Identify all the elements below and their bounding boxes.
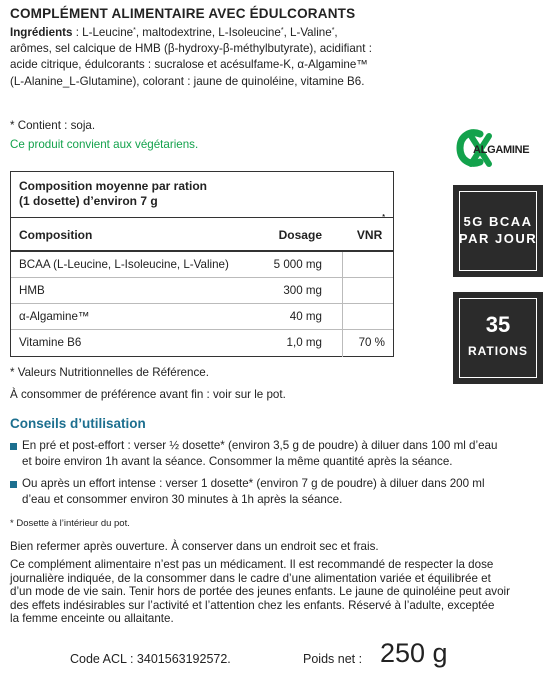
bullet-square-icon bbox=[10, 443, 17, 450]
rations-badge bbox=[453, 292, 543, 384]
dosette-note: * Dosette à l’intérieur du pot. bbox=[10, 518, 130, 529]
col-dosage: Dosage bbox=[278, 228, 322, 242]
bcaa-badge: 5G BCAA PAR JOUR bbox=[453, 185, 543, 277]
net-weight-value: 250 g bbox=[380, 638, 448, 668]
warning-block: Ce complément alimentaire n’est pas un médicament. Il est recommandé de respecter la dose journalière indiquée, de la consommer dans le cadre d’une alimentation variée et équilibrée et d’un mode de vie sain. Tenir hors de portée des jeunes enfants. Le jaune de quinoléine peut avoir des effets indésirables sur l’activité et l’attention chez les enfants. Réservé à l’adulte, exceptée la femme enceinte ou allaitante. bbox=[10, 558, 510, 626]
ingredients-block: Ingrédients : L-Leucine*, maltodextrine, L-Isoleucine*, L-Valine*, arômes, sel calcique de HMB (β-hydroxy-β-méthylbutyrate), acidifiant : acide citrique, édulcorants : sucralose et acésulfame-K, α-Algamine™ (L-Alanine_L-Glutamine), colorant : jaune de quinoléine, vitamine B6. bbox=[10, 25, 405, 90]
col-vnr: VNR* bbox=[356, 214, 385, 242]
table-column-headers bbox=[11, 214, 393, 252]
storage-note: Bien refermer après ouverture. À conserver dans un endroit sec et frais. bbox=[10, 540, 379, 553]
table-heading: Composition moyenne par ration (1 dosette) d’environ 7 g bbox=[11, 172, 393, 218]
table-row: Vitamine B6 1,0 mg 70 % bbox=[19, 336, 385, 349]
allergen-note: * Contient : soja. bbox=[10, 119, 96, 132]
badge-frame bbox=[459, 298, 537, 378]
badge-frame bbox=[459, 191, 537, 271]
vegetarian-note: Ce produit convient aux végétariens. bbox=[10, 138, 199, 151]
table-row: α-Algamine™ 40 mg bbox=[11, 304, 393, 330]
ingredients-label: Ingrédients bbox=[10, 26, 73, 39]
usage-title: Conseils d’utilisation bbox=[10, 416, 146, 431]
usage-item: En pré et post-effort : verser ½ dosette* (environ 3,5 g de poudre) à diluer dans 100 ml d’eau et boire environ 1h avant la séance. Consommer la même quantité après la séance. bbox=[10, 438, 520, 470]
ingredients-line: acide citrique, édulcorants : sucralose et acésulfame-K, α-Algamine™ bbox=[10, 58, 368, 72]
ingredients-line: arômes, sel calcique de HMB (β-hydroxy-β-méthylbutyrate), acidifiant : bbox=[10, 42, 372, 56]
acl-code: Code ACL : 3401563192572. bbox=[70, 652, 231, 666]
net-weight-label: Poids net : bbox=[303, 652, 363, 666]
rations-label: RATIONS bbox=[467, 344, 529, 358]
table-row: BCAA (L-Leucine, L-Isoleucine, L-Valine) 5 000 mg bbox=[11, 252, 393, 278]
rations-count: 35 bbox=[485, 312, 511, 337]
best-before-note: À consommer de préférence avant fin : voir sur le pot. bbox=[10, 388, 286, 401]
vnr-note: * Valeurs Nutritionnelles de Référence. bbox=[10, 366, 209, 379]
algamine-text: ALGAMINE bbox=[473, 144, 530, 156]
table-row: HMB 300 mg bbox=[11, 278, 393, 304]
ingredients-line: (L-Alanine_L-Glutamine), colorant : jaune de quinoléine, vitamine B6. bbox=[10, 74, 365, 88]
algamine-logo bbox=[456, 128, 536, 170]
bullet-square-icon bbox=[10, 481, 17, 488]
product-title: COMPLÉMENT ALIMENTAIRE AVEC ÉDULCORANTS bbox=[10, 6, 356, 21]
col-composition: Composition bbox=[19, 228, 93, 242]
usage-item: Ou après un effort intense : verser 1 dosette* (environ 7 g de poudre) à diluer dans 200 ml d’eau et consommer environ 30 minutes à 1h après la séance. bbox=[10, 476, 520, 508]
composition-table bbox=[10, 171, 394, 357]
column-divider bbox=[342, 252, 343, 357]
